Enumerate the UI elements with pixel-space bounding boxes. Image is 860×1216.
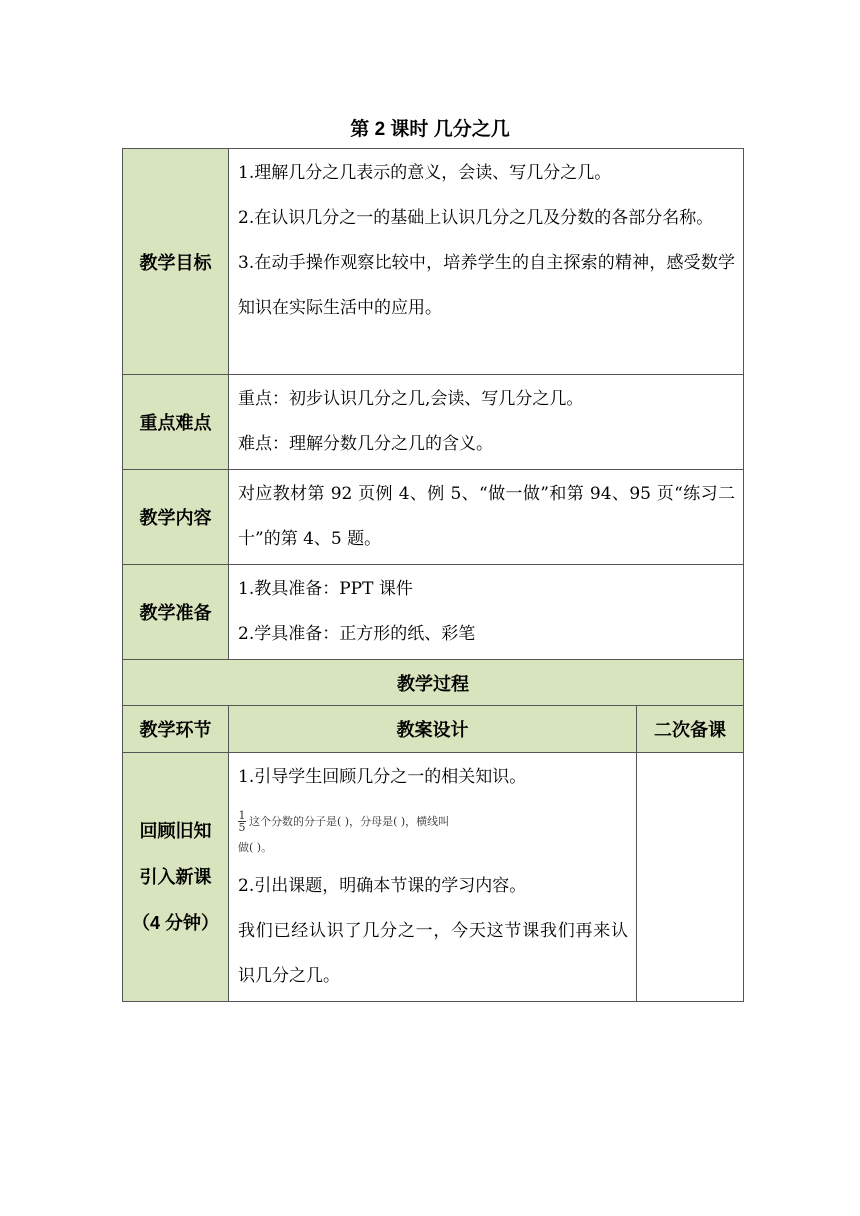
goal-item: 1.理解几分之几表示的意义，会读、写几分之几。	[238, 163, 612, 183]
fraction-denominator: 5	[238, 820, 246, 834]
preparation-content	[229, 565, 744, 660]
content-label: 教学内容	[123, 470, 229, 565]
key-point-item: 难点：理解分数几分之几的含义。	[238, 434, 493, 454]
key-points-content	[229, 375, 744, 470]
stage1-row	[123, 753, 744, 1002]
col-stage-header: 教学环节	[123, 706, 229, 753]
stage1-text: 我们已经认识了几分之一，今天这节课我们再来认识几分之几。	[238, 921, 628, 986]
goals-content	[229, 149, 744, 375]
key-points-row	[123, 375, 744, 470]
col-second-header: 二次备课	[637, 706, 744, 753]
key-point-item: 重点：初步认识几分之几,会读、写几分之几。	[238, 389, 584, 409]
preparation-row	[123, 565, 744, 660]
process-header-row	[123, 660, 744, 706]
preparation-item: 1.教具准备：PPT 课件	[238, 579, 413, 599]
fraction-question-cont: 做( )。	[238, 841, 273, 854]
key-points-label: 重点难点	[123, 375, 229, 470]
fraction-question-text: 这个分数的分子是( )，分母是( )，横线叫	[249, 815, 450, 828]
stage1-second-prep	[637, 753, 744, 1002]
stage1-label-line: （4 分钟）	[131, 913, 219, 933]
goals-label: 教学目标	[123, 149, 229, 375]
preparation-item: 2.学具准备：正方形的纸、彩笔	[238, 624, 476, 644]
process-header: 教学过程	[123, 660, 744, 706]
goals-row	[123, 149, 744, 375]
lesson-plan-table	[122, 148, 744, 1002]
stage1-label-line: 回顾旧知	[139, 821, 212, 841]
content-row	[123, 470, 744, 565]
fraction-one-fifth	[238, 810, 246, 833]
goal-item: 2.在认识几分之一的基础上认识几分之几及分数的各部分名称。	[238, 208, 714, 228]
stage1-step2: 2.引出课题，明确本节课的学习内容。	[238, 876, 527, 896]
fraction-numerator: 1	[238, 808, 246, 822]
goal-item: 3.在动手操作观察比较中，培养学生的自主探索的精神，感受数学知识在实际生活中的应用。	[238, 253, 735, 318]
content-text	[229, 470, 744, 565]
column-header-row	[123, 706, 744, 753]
fraction-question	[238, 804, 628, 838]
stage1-step1: 1.引导学生回顾几分之一的相关知识。	[238, 767, 527, 787]
stage1-label-line: 引入新课	[139, 867, 212, 887]
page-title: 第 2 课时 几分之几	[350, 119, 510, 140]
stage1-design	[229, 753, 637, 1002]
preparation-label: 教学准备	[123, 565, 229, 660]
stage1-label	[123, 753, 229, 1002]
col-design-header: 教案设计	[229, 706, 637, 753]
content-paragraph: 对应教材第 92 页例 4、例 5、“做一做”和第 94、95 页“练习二十”的第 4、5 题。	[238, 484, 735, 549]
